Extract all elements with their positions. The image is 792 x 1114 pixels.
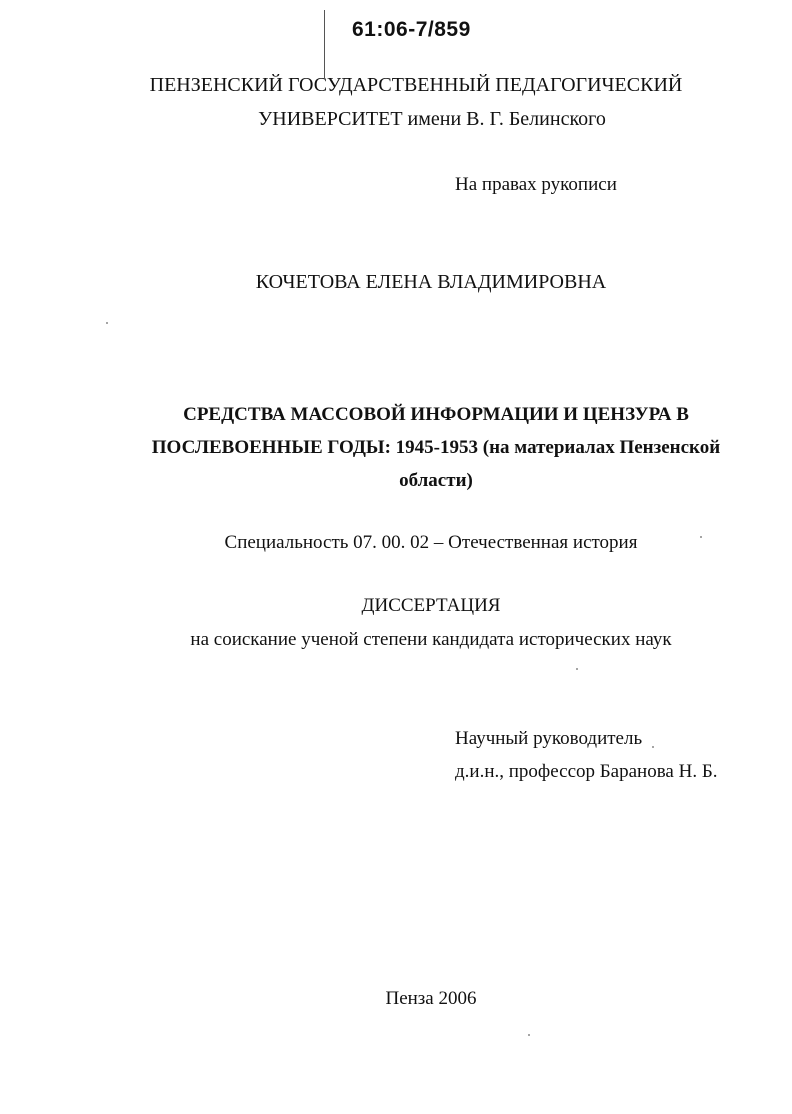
institution-line-1: ПЕНЗЕНСКИЙ ГОСУДАРСТВЕННЫЙ ПЕДАГОГИЧЕСКИЙ bbox=[149, 74, 683, 96]
supervisor-name: д.и.н., профессор Баранова Н. Б. bbox=[455, 761, 718, 782]
author-name: КОЧЕТОВА ЕЛЕНА ВЛАДИМИРОВНА bbox=[255, 271, 607, 293]
document-type: ДИССЕРТАЦИЯ bbox=[361, 595, 501, 616]
title-line-3: области) bbox=[399, 470, 473, 491]
scan-speck bbox=[652, 746, 654, 748]
city-year: Пенза 2006 bbox=[385, 988, 477, 1009]
scan-speck bbox=[576, 668, 578, 670]
supervisor-label: Научный руководитель bbox=[455, 728, 643, 749]
institution-line-2: УНИВЕРСИТЕТ имени В. Г. Белинского bbox=[258, 108, 606, 130]
scan-artifact-line bbox=[324, 10, 325, 78]
dissertation-title bbox=[80, 398, 792, 497]
rights-note: На правах рукописи bbox=[455, 174, 617, 195]
catalog-number: 61:06-7/859 bbox=[352, 18, 471, 41]
title-line-2: ПОСЛЕВОЕННЫЕ ГОДЫ: 1945-1953 (на материалах Пензенской bbox=[151, 437, 721, 458]
title-line-1: СРЕДСТВА МАССОВОЙ ИНФОРМАЦИИ И ЦЕНЗУРА В bbox=[183, 404, 689, 425]
specialty: Специальность 07. 00. 02 – Отечественная история bbox=[224, 532, 638, 553]
scan-speck bbox=[700, 536, 702, 538]
scan-speck bbox=[528, 1034, 530, 1036]
scan-speck bbox=[106, 322, 108, 324]
degree-line: на соискание ученой степени кандидата исторических наук bbox=[190, 629, 672, 650]
